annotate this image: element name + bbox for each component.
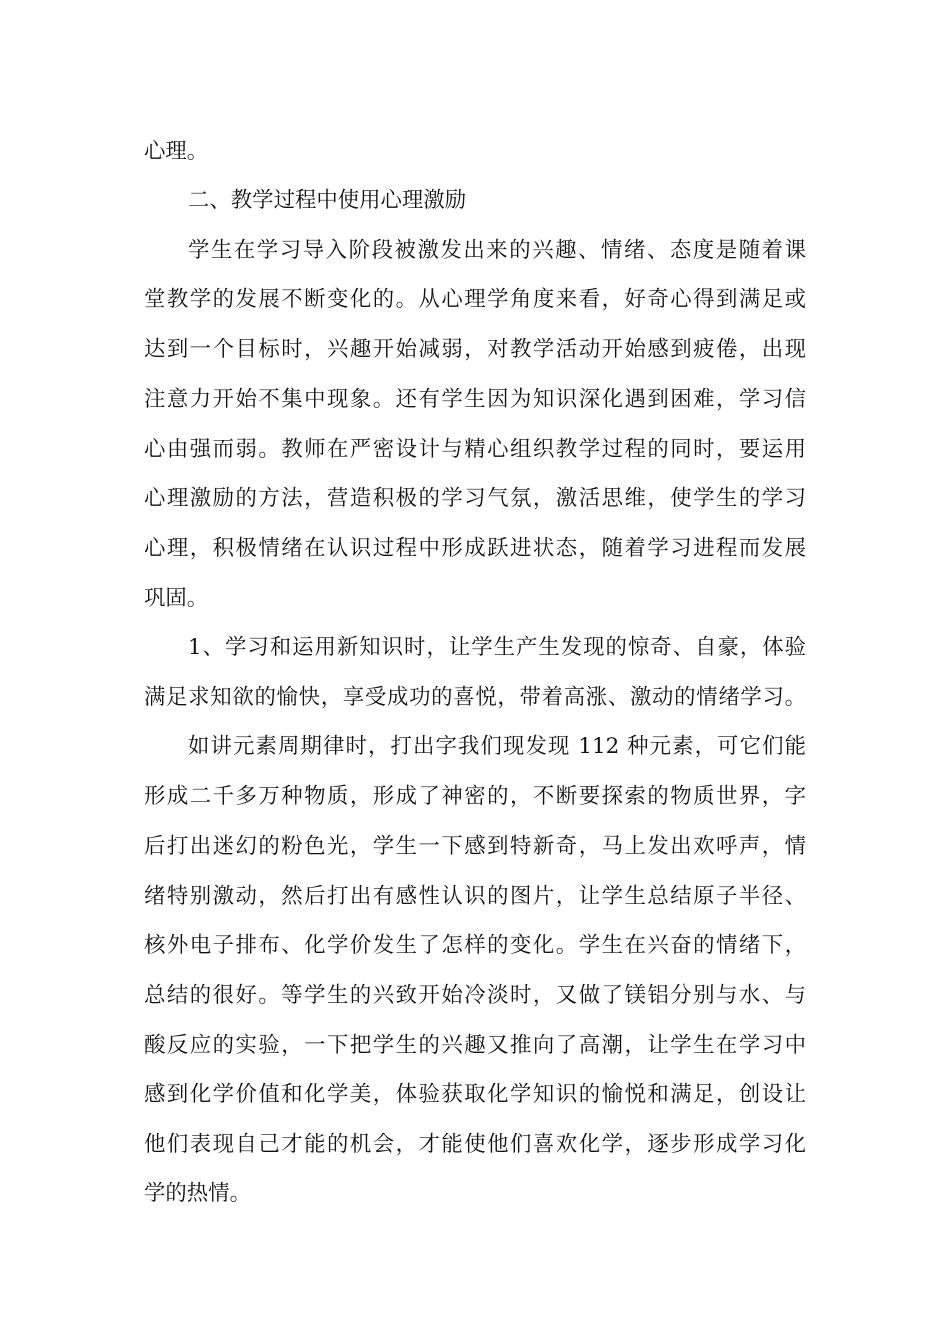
paragraph-line: 绪特别激动，然后打出有感性认识的图片，让学生总结原子半径、 [144,884,806,909]
paragraph-line: 学的热情。 [144,1181,251,1206]
paragraph-line: 学生在学习导入阶段被激发出来的兴趣、情绪、态度是随着课 [188,238,806,263]
paragraph-line: 心理激励的方法，营造积极的学习气氛，激活思维，使学生的学习 [144,486,806,511]
paragraph-line: 满足求知欲的愉快，享受成功的喜悦，带着高涨、激动的情绪学习。 [144,685,806,710]
paragraph-line: 1、学习和运用新知识时，让学生产生发现的惊奇、自豪，体验 [188,635,806,660]
paragraph-line: 堂教学的发展不断变化的。从心理学角度来看，好奇心得到满足或 [144,287,806,312]
paragraph-line: 后打出迷幻的粉色光，学生一下感到特新奇，马上发出欢呼声，情 [144,834,806,859]
paragraph-line: 酸反应的实验，一下把学生的兴趣又推向了高潮，让学生在学习中 [144,1033,806,1058]
paragraph-line: 感到化学价值和化学美，体验获取化学知识的愉悦和满足，创设让 [144,1082,806,1107]
paragraph-line: 心理，积极情绪在认识过程中形成跃进状态，随着学习进程而发展 [144,536,806,561]
section-heading: 二、教学过程中使用心理激励 [188,188,467,213]
paragraph-line: 形成二千多万种物质，形成了神密的，不断要探索的物质世界，字 [144,784,806,809]
paragraph-line: 总结的很好。等学生的兴致开始冷淡时，又做了镁铝分别与水、与 [144,983,806,1008]
paragraph-line: 巩固。 [144,586,209,611]
paragraph-line: 心由强而弱。教师在严密设计与精心组织教学过程的同时，要运用 [144,437,806,462]
paragraph-line: 注意力开始不集中现象。还有学生因为知识深化遇到困难，学习信 [144,387,806,412]
paragraph-line: 如讲元素周期律时，打出字我们现发现 112 种元素，可它们能 [188,734,806,759]
paragraph-line: 心理。 [144,139,209,164]
paragraph-line: 达到一个目标时，兴趣开始减弱，对教学活动开始感到疲倦，出现 [144,337,806,362]
paragraph-line: 核外电子排布、化学价发生了怎样的变化。学生在兴奋的情绪下， [144,933,806,958]
paragraph-line: 他们表现自己才能的机会，才能使他们喜欢化学，逐步形成学习化 [144,1132,806,1157]
